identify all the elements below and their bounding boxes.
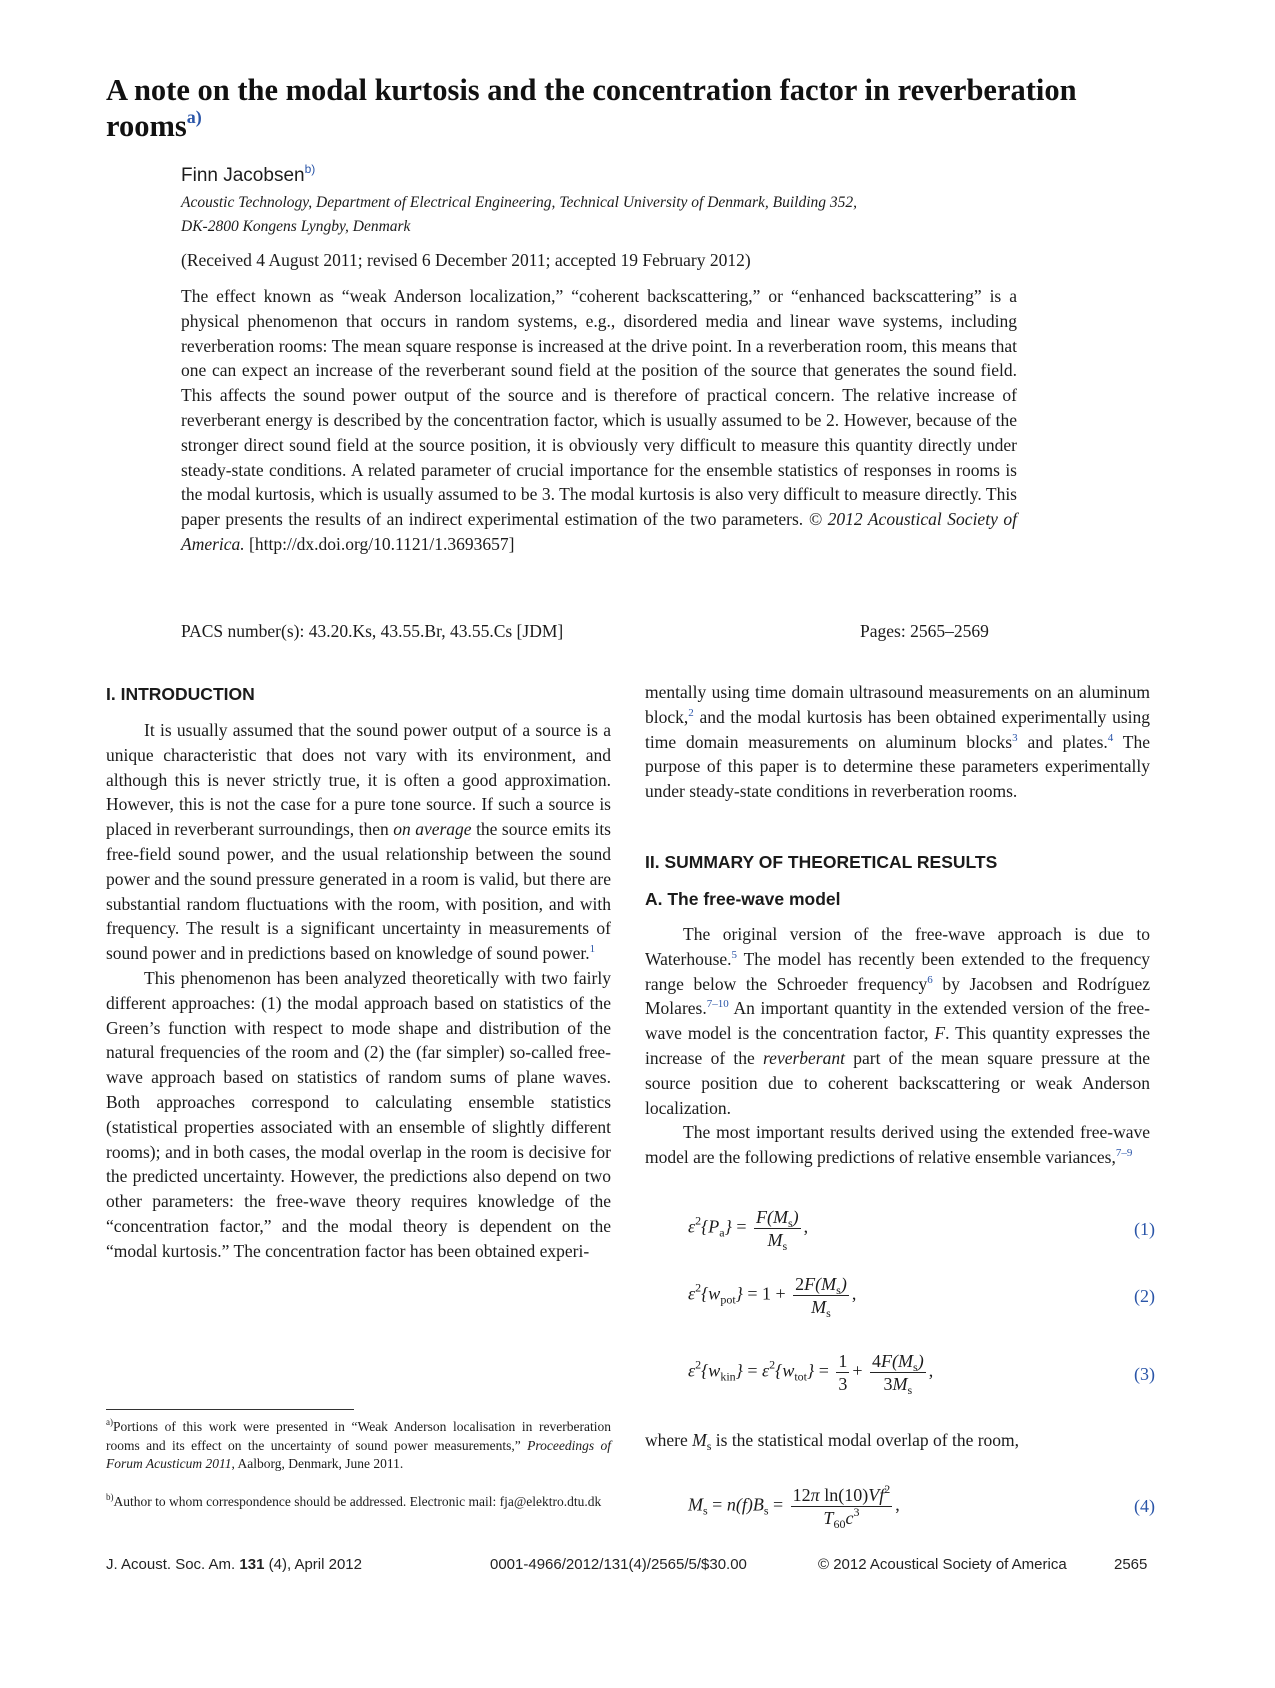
footnote-divider — [106, 1409, 354, 1410]
equation-3: $\varepsilon^2\{w_{kin}\} = \varepsilon^2\{w_{tot}\}$ = $\frac{1}{3}$ + $\frac{4F(M_s)}{3M_s}$ , — [688, 1351, 934, 1397]
paragraph: It is usually assumed that the sound power output of a source is a unique characteristic that does not vary with its environment, and although this is never strictly true, it is often a good approximation. However, this is not the case for a pure tone source. If such a source is placed in reverberant surroundings, then on average the source emits its free-field sound power, and the usual relationship between the sound power and the sound pressure generated in a room is valid, but there are substantial random fluctuations with the room, with position, and with frequency. The result is a significant uncertainty in measurements of sound power and in predictions based on knowledge of sound power.$^1$ — [106, 720, 611, 964]
footer-journal: J. Acoust. Soc. Am. 131 (4), April 2012 — [106, 1556, 362, 1573]
author-footnote-marker[interactable]: b) — [304, 162, 316, 176]
footer-page-number: 2565 — [1114, 1556, 1148, 1573]
affiliation: Acoustic Technology, Department of Electrical Engineering, Technical University of Denmark, Building 352, DK-2800 Kongens Lyngby, Denmark — [181, 194, 858, 235]
right-column-continuation: mentally using time domain ultrasound measurements on an aluminum block,$^2$ and the modal kurtosis has been obtained experimentally using time domain measurements on aluminum blocks$^3$ and plates.$^4$ The purpose of this paper is to determine these parameters experimentally under steady-state conditions in reverberation rooms. — [645, 682, 1151, 802]
abstract-copyright: © 2012 Acoustical Society of America. — [181, 509, 1018, 554]
received-dates: (Received 4 August 2011; revised 6 December 2011; accepted 19 February 2012) — [181, 250, 751, 270]
subsection-heading-free-wave: A. The free-wave model — [645, 889, 841, 909]
equation-2: $\varepsilon^2\{w_{pot}\} = 1$ + $\frac{2F(M_s)}{M_s}$ , — [688, 1274, 857, 1320]
citation-2[interactable]: 2 — [688, 706, 694, 719]
equation-number-4[interactable]: (4) — [1134, 1496, 1155, 1516]
equation-number-2[interactable]: (2) — [1134, 1286, 1155, 1306]
citation-4[interactable]: 4 — [1107, 731, 1114, 744]
free-wave-text: The original version of the free-wave approach is due to Waterhouse.$^5$ The model has recently been extended to the frequency range below the Schroeder frequency$^6$ by Jacobsen and Rodríguez Molares.$^{7-10}$ An important quantity in the extended version of the free-wave model is the concentration factor, F. This quantity expresses the increase of the reverberant part of the mean square pressure at the source position due to coherent backscattering or weak Anderson localization. The most important results derived using the extended free-wave model are the following predictions of relative ensemble variances,$^{7-9}$ — [645, 924, 1150, 1168]
citation-5[interactable]: 5 — [731, 948, 738, 961]
abstract: The effect known as “weak Anderson localization,” “coherent backscattering,” or “enhanced backscattering” is a physical phenomenon that occurs in random systems, e.g., disordered media and linear wave systems, including reverberation rooms: The mean square response is increased at the drive point. In a reverberation room, this means that one can expect an increase of the reverberant sound field at the position of the source that generates the sound field. This affects the sound power output of the source and is therefore of practical concern. The relative increase of reverberant energy is described by the concentration factor, which is usually assumed to be 2. However, because of the stronger direct sound field at the source position, it is obviously very difficult to measure this quantity directly under steady-state conditions. A related parameter of crucial importance for the ensemble statistics of responses in rooms is the modal kurtosis, which is usually assumed to be 3. The modal kurtosis is also very difficult to measure directly. This paper presents the results of an indirect experimental estimation of the two parameters. © 2012 Acoustical Society of America. [http://dx.doi.org/10.1121/1.3693657] — [181, 286, 1018, 554]
equation-1: $\varepsilon^2\{P_a\}$ = $\frac{F(M_s)}{M_s}$ , — [688, 1207, 809, 1253]
author-name: Finn Jacobsen$^{b)}$ — [181, 162, 316, 186]
equation-number-1[interactable]: (1) — [1134, 1219, 1155, 1239]
footnote-a: $^{a)}$Portions of this work were presented in “Weak Anderson localisation in reverberation rooms and its effect on the uncertainty of sound power measurements,” Proceedings of Forum Acusticum 2011, Aalborg, Denmark, June 2011. — [106, 1417, 611, 1471]
citation-6[interactable]: 6 — [927, 973, 933, 986]
paragraph: This phenomenon has been analyzed theoretically with two fairly different approaches: (1) the modal approach based on statistics of the Green’s function with respect to mode shape and distribution of the natural frequencies of the room and (2) the (far simpler) so-called free-wave approach based on statistics of random sums of plane waves. Both approaches correspond to calculating ensemble statistics (statistical properties associated with an ensemble of slightly different rooms); and in both cases, the modal overlap in the room is decisive for the predicted uncertainty. However, the predictions also depend on two other parameters: the free-wave theory requires knowledge of the “concentration factor,” and the modal theory is dependent on the “modal kurtosis.” The concentration factor has been obtained experi- — [106, 967, 611, 1261]
doi-link[interactable]: [http://dx.doi.org/10.1121/1.3693657] — [249, 533, 515, 554]
footer-copyright: © 2012 Acoustical Society of America — [818, 1556, 1067, 1573]
section-heading-introduction: I. INTRODUCTION — [106, 684, 255, 704]
citation-7-9[interactable]: 7–9 — [1115, 1147, 1133, 1160]
introduction-text — [106, 718, 611, 1264]
footnote-b: $^{b)}$Author to whom correspondence should be addressed. Electronic mail: fja@elektro.dtu.dk — [106, 1492, 602, 1509]
equation-number-3[interactable]: (3) — [1134, 1364, 1155, 1384]
equation-4: $M_s = n(f)B_s$ = $\frac{12\pi \ln(10)Vf^2}{T_{60}c^3}$ , — [688, 1482, 900, 1531]
section-heading-summary: II. SUMMARY OF THEORETICAL RESULTS — [645, 852, 998, 872]
citation-1[interactable]: 1 — [589, 943, 596, 956]
title-footnote-marker[interactable]: a) — [186, 107, 202, 127]
citation-3[interactable]: 3 — [1012, 731, 1018, 744]
citation-7-10[interactable]: 7–10 — [706, 998, 729, 1011]
modal-overlap-sentence: where $M_s$ is the statistical modal overlap of the room, — [645, 1430, 1020, 1453]
pacs-numbers: PACS number(s): 43.20.Ks, 43.55.Br, 43.55.Cs [JDM] — [181, 621, 564, 641]
paper-title: A note on the modal kurtosis and the concentration factor in reverberation rooms$^{a)}$ — [106, 73, 1077, 143]
page-range: Pages: 2565–2569 — [860, 621, 989, 641]
footer-code: 0001-4966/2012/131(4)/2565/5/$30.00 — [490, 1556, 747, 1573]
